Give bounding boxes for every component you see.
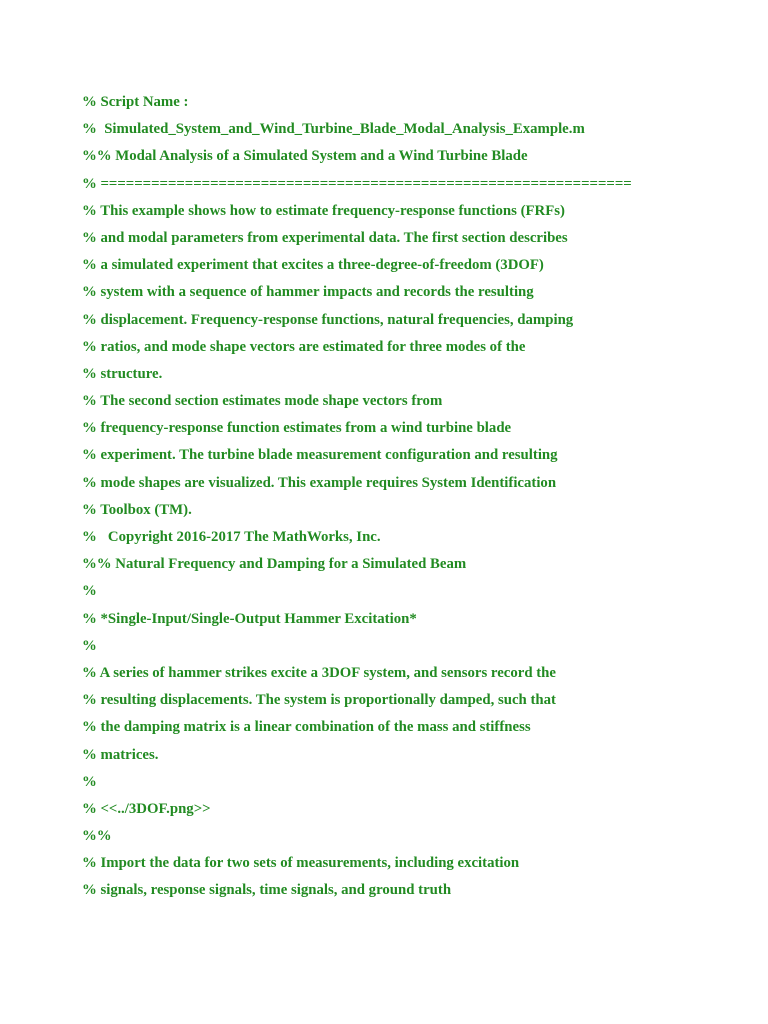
code-line: % matrices. <box>82 746 159 763</box>
code-line: % ratios, and mode shape vectors are estimated for three modes of the <box>82 338 526 355</box>
code-line: % signals, response signals, time signals, and ground truth <box>82 882 452 899</box>
code-line: % experiment. The turbine blade measurement configuration and resulting <box>82 447 558 464</box>
code-line: % a simulated experiment that excites a three-degree-of-freedom (3DOF) <box>82 257 544 274</box>
code-line: % displacement. Frequency-response functions, natural frequencies, damping <box>82 311 574 328</box>
code-line: % frequency-response function estimates from a wind turbine blade <box>82 420 512 437</box>
code-line: % *Single-Input/Single-Output Hammer Excitation* <box>82 610 417 627</box>
code-line: % A series of hammer strikes excite a 3DOF system, and sensors record the <box>82 664 556 681</box>
code-line: % Copyright 2016-2017 The MathWorks, Inc. <box>82 529 381 545</box>
code-line: % Script Name : <box>82 94 189 110</box>
code-line: % mode shapes are visualized. This example requires System Identification <box>82 474 557 491</box>
code-line: %% Natural Frequency and Damping for a Simulated Beam <box>82 556 467 573</box>
code-line: % The second section estimates mode shape vectors from <box>82 393 443 410</box>
code-line: % Toolbox (TM). <box>82 501 192 518</box>
code-line: % system with a sequence of hammer impacts and records the resulting <box>82 284 534 301</box>
code-line: % Import the data for two sets of measurements, including excitation <box>82 855 520 872</box>
code-line: % This example shows how to estimate frequency-response functions (FRFs) <box>82 202 565 219</box>
code-line: % <box>82 773 97 790</box>
code-line: %% Modal Analysis of a Simulated System and a Wind Turbine Blade <box>82 148 528 165</box>
code-line: % =============================================================== <box>82 175 632 192</box>
code-line: %% <box>82 828 112 845</box>
code-line: % <box>82 583 97 600</box>
code-comment-block <box>82 89 742 905</box>
code-line: % Simulated_System_and_Wind_Turbine_Blade_Modal_Analysis_Example.m <box>82 121 585 138</box>
code-line: % and modal parameters from experimental data. The first section describes <box>82 229 568 246</box>
code-line: % structure. <box>82 365 163 382</box>
code-line: % the damping matrix is a linear combination of the mass and stiffness <box>82 719 531 736</box>
code-line: % <<../3DOF.png>> <box>82 800 211 817</box>
code-line: % resulting displacements. The system is proportionally damped, such that <box>82 692 556 709</box>
code-line: % <box>82 637 97 654</box>
